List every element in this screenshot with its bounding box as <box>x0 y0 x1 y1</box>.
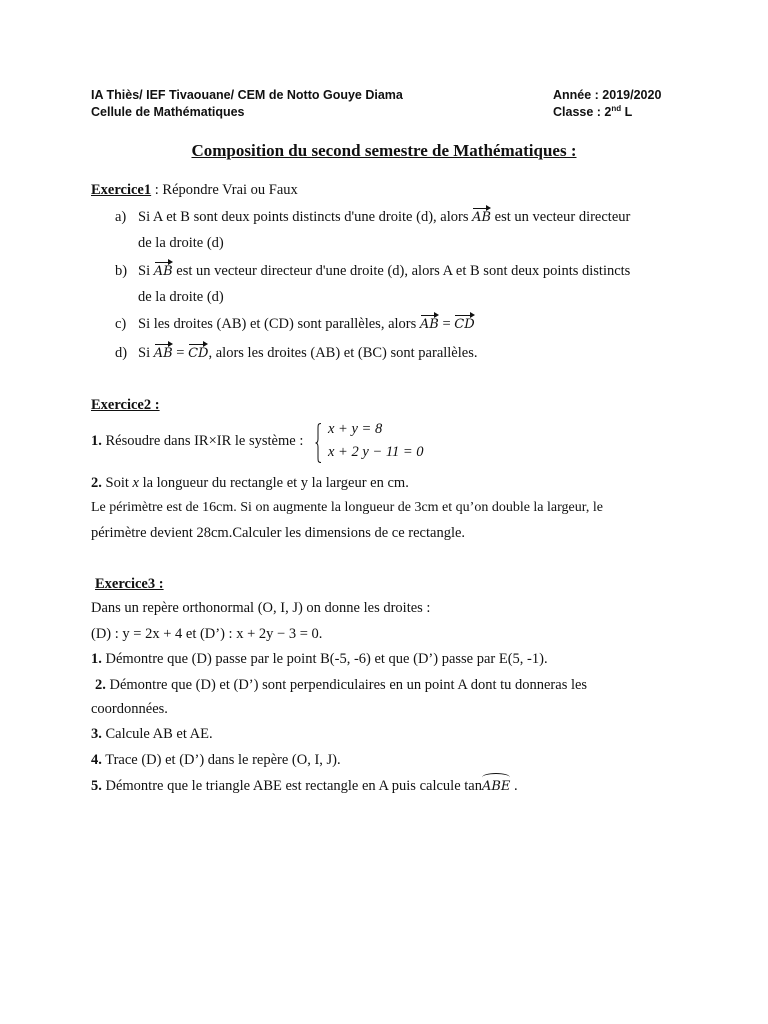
school-year: Année : 2019/2020 <box>553 88 662 102</box>
ex3-question-2-line2: coordonnées. <box>91 701 168 717</box>
ex1-item-a-line2: de la droite (d) <box>138 235 224 251</box>
system-equation-2: x + 2 y − 11 = 0 <box>328 444 424 460</box>
exercise1-instruction: : Répondre Vrai ou Faux <box>151 182 298 198</box>
vector-cd: CD <box>454 317 475 332</box>
ex2-question-2-line3: périmètre devient 28cm.Calculer les dimensions de ce rectangle. <box>91 525 466 541</box>
header <box>91 87 681 121</box>
exercise2-heading: Exercice2 : <box>91 397 160 413</box>
ex3-question-1: 1. Démontre que (D) passe par le point B(-5, -6) et que (D’) passe par E(5, -1). <box>91 651 548 667</box>
ex1-item-a-letter: a) <box>115 209 127 225</box>
ex3-intro: Dans un repère orthonormal (O, I, J) on donne les droites : <box>91 600 431 616</box>
ex3-lines-definition: (D) : y = 2x + 4 et (D’) : x + 2y − 3 = 0. <box>91 626 323 642</box>
vector-ab: AB <box>472 210 492 225</box>
exercise3-heading: Exercice3 : <box>95 576 164 592</box>
vector-ab: AB <box>419 317 439 332</box>
ex1-item-b-line2: de la droite (d) <box>138 289 224 305</box>
vector-ab: AB <box>153 346 173 361</box>
header-row-1 <box>91 87 681 104</box>
ex3-question-4: 4. Trace (D) et (D’) dans le repère (O, I, J). <box>91 752 341 768</box>
ex1-item-c-letter: c) <box>115 316 127 332</box>
ex1-item-b-letter: b) <box>115 263 128 279</box>
ex2-question-2-line2: Le périmètre est de 16cm. Si on augmente la longueur de 3cm et qu’on double la largeur, le <box>91 500 603 515</box>
exam-title: Composition du second semestre de Mathématiques : <box>191 141 577 160</box>
ex3-question-3: 3. Calcule AB et AE. <box>91 726 213 742</box>
ex2-question-2: 2. Soit x la longueur du rectangle et y la largeur en cm. <box>91 475 409 491</box>
ex3-question-2: 2. Démontre que (D) et (D’) sont perpendiculaires en un point A dont tu donneras les <box>95 677 588 693</box>
department: Cellule de Mathématiques <box>91 105 245 119</box>
ex1-item-b-line1: Si AB est un vecteur directeur d'une droite (d), alors A et B sont deux points distincts <box>138 263 631 279</box>
exercise1-heading: Exercice1 <box>91 182 152 198</box>
ex1-item-d-letter: d) <box>115 345 128 361</box>
ex3-question-5: 5. Démontre que le triangle ABE est rectangle en A puis calcule tanABE . <box>91 778 518 794</box>
school-info: IA Thiès/ IEF Tivaouane/ CEM de Notto Gouye Diama <box>91 88 403 102</box>
vector-ab: AB <box>153 264 173 279</box>
header-row-2 <box>91 104 681 121</box>
brace-icon <box>315 423 322 463</box>
system-equation-1: x + y = 8 <box>328 421 383 437</box>
ex1-item-c-line: Si les droites (AB) et (CD) sont parallèles, alors AB = CD <box>138 316 475 332</box>
vector-cd: CD <box>188 346 209 361</box>
exercise1-heading-line <box>91 182 298 199</box>
ex1-item-d-line: Si AB = CD, alors les droites (AB) et (BC) sont parallèles. <box>138 345 478 361</box>
angle-abe: ABE <box>481 779 511 794</box>
ex2-question-1: 1. Résoudre dans IR×IR le système : <box>91 433 304 449</box>
ex1-item-a-line1: Si A et B sont deux points distincts d'une droite (d), alors AB est un vecteur directeur <box>138 209 631 225</box>
class-level: Classe : 2nd L <box>553 103 633 119</box>
